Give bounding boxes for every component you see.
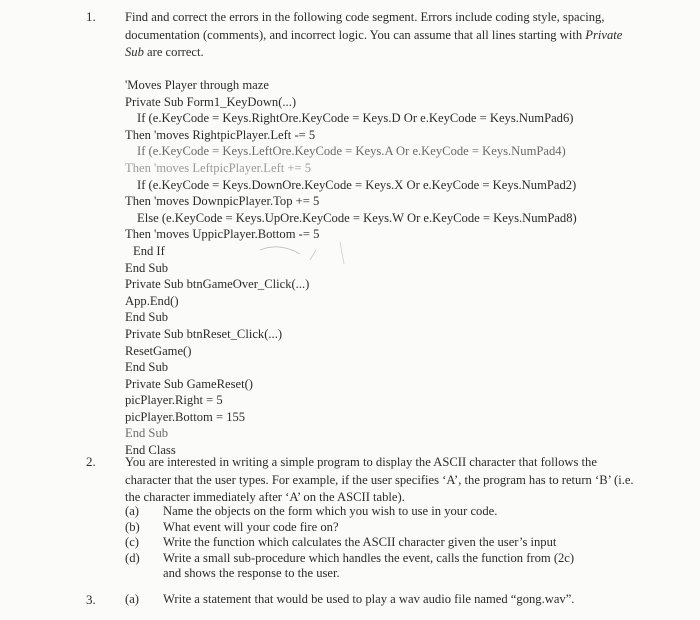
question-1-prompt: [125, 9, 635, 62]
code-line: If (e.KeyCode = Keys.DownOre.KeyCode = Keys.X Or e.KeyCode = Keys.NumPad2): [137, 177, 577, 192]
code-line: Private Sub GameReset(): [125, 376, 254, 391]
code-line: 'Moves Player through maze: [125, 78, 269, 92]
code-line: Private Sub btnGameOver_Click(...): [125, 277, 310, 292]
code-line: picPlayer.Right = 5: [125, 393, 223, 408]
part-text: Write a statement that would be used to play a wav audio file named “gong.wav”.: [163, 592, 575, 606]
code-line: If (e.KeyCode = Keys.LeftOre.KeyCode = Keys.A Or e.KeyCode = Keys.NumPad4): [137, 144, 566, 159]
code-line: If (e.KeyCode = Keys.RightOre.KeyCode = Keys.D Or e.KeyCode = Keys.NumPad6): [137, 111, 574, 126]
question-2-number: 2.: [86, 454, 96, 469]
code-line: ResetGame(): [125, 343, 192, 358]
code-segment: [125, 77, 645, 459]
question-3-number: 3.: [86, 592, 96, 607]
part-label: (d): [125, 550, 140, 565]
code-line: App.End(): [125, 293, 179, 308]
code-line: Private Sub Form1_KeyDown(...): [125, 94, 297, 109]
code-line: End Sub: [125, 260, 169, 275]
code-line: Private Sub btnReset_Click(...): [125, 326, 283, 341]
code-line: Then 'moves UppicPlayer.Bottom -= 5: [125, 227, 320, 242]
scan-noise-marks: [250, 230, 370, 290]
part-label: (a): [125, 504, 139, 518]
code-line: Else (e.KeyCode = Keys.UpOre.KeyCode = Keys.W Or e.KeyCode = Keys.NumPad8): [137, 210, 577, 225]
part-label: (b): [125, 519, 140, 534]
code-line: Then 'moves RightpicPlayer.Left -= 5: [125, 127, 316, 142]
code-line: End Sub: [125, 360, 169, 375]
question-1-intro-after: are correct.: [143, 45, 204, 59]
code-line: End If: [133, 243, 165, 258]
code-line: picPlayer.Bottom = 155: [125, 409, 246, 424]
part-text: and shows the response to the user.: [163, 566, 340, 581]
code-line: End Class: [125, 443, 176, 458]
part-label: (c): [125, 535, 139, 550]
part-text: What event will your code fire on?: [163, 519, 339, 534]
code-line: Then 'moves DownpicPlayer.Top += 5: [125, 194, 320, 209]
code-line: End Sub: [125, 426, 169, 441]
code-line: End Sub: [125, 310, 169, 325]
code-line: Then 'moves LeftpicPlayer.Left += 5: [125, 160, 312, 175]
question-1-number: 1.: [86, 9, 96, 24]
part-text: Name the objects on the form which you wish to use in your code.: [163, 504, 498, 518]
part-label: (a): [125, 592, 139, 606]
question-1-intro-italic: Private Sub: [125, 27, 623, 59]
part-text: Write a small sub-procedure which handles the event, calls the function from (2c): [163, 550, 575, 565]
question-1-intro-before: Find and correct the errors in the following code segment. Errors include coding style, spacing, documentation (comments), and incorrect logic. You can assume that all lines starting with: [125, 10, 605, 42]
question-2-prompt: You are interested in writing a simple program to display the ASCII character that follows the character that the user types. For example, if the user specifies ‘A’, the program has to return ‘B’ (i.e. the character immediately after ‘A’ on the ASCII table).: [125, 455, 634, 504]
part-text: Write the function which calculates the ASCII character given the user’s input: [163, 535, 557, 550]
